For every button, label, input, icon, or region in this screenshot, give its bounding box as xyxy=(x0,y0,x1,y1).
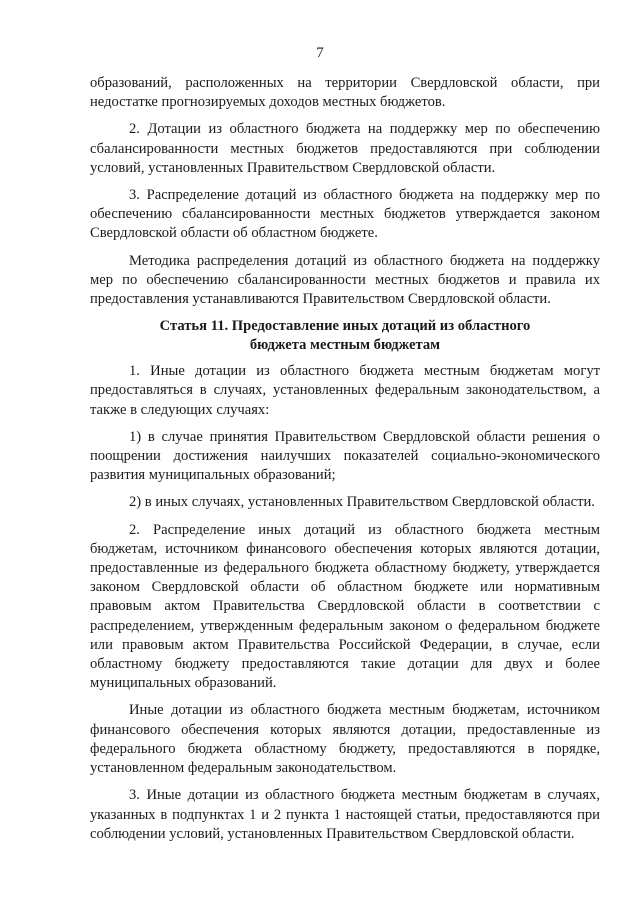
paragraph-subsidy-distribution: 3. Распределение дотаций из областного бюджета на поддержку мер по обеспечению сбалансированности местных бюджетов утверждается законом Свердловской области об областном бюджете. xyxy=(90,187,600,242)
article-heading-line-1: Статья 11. Предоставление иных дотаций из областного xyxy=(159,318,531,335)
paragraph-other-subsidies: Иные дотации из областного бюджета местным бюджетам, источником финансового обеспечения которых являются дотации, предоставленные из федерального бюджета областному бюджету, предоставляются в порядке, установленном федеральным законодательством. xyxy=(90,702,600,777)
paragraph-clause-3: 3. Иные дотации из областного бюджета местным бюджетам в случаях, указанных в подпунктах 1 и 2 пункта 1 настоящей статьи, предоставляются при соблюдении условий, установленных Правительством Свердловской области. xyxy=(90,787,600,842)
paragraph-clause-2: 2. Распределение иных дотаций из областного бюджета местным бюджетам, источником финансового обеспечения которых являются дотации, предоставленные из федерального бюджета областному бюджету, утверждается законом Свердловской области об областном бюджете или нормативным правовым актом Правительства Свердловской области в соответствии с распределением, утвержденным федеральным законом о федеральном бюджете или правовым актом Правительства Российской Федерации, в случае, если областному бюджету предоставляются такие дотации для двух и более муниципальных образований. xyxy=(90,521,600,692)
paragraph-subclause-1: 1) в случае принятия Правительством Свердловской области решения о поощрении достижения наилучших показателей социально-экономического развития муниципальных образований; xyxy=(90,428,600,484)
paragraph-subsidy-conditions: 2. Дотации из областного бюджета на поддержку мер по обеспечению сбалансированности местных бюджетов предоставляются при соблюдении условий, установленных Правительством Свердловской области. xyxy=(90,121,600,176)
paragraph-clause-1: 1. Иные дотации из областного бюджета местным бюджетам могут предоставляться в случаях, установленных федеральным законодательством, а также в следующих случаях: xyxy=(90,363,600,418)
paragraph-methodology: Методика распределения дотаций из областного бюджета на поддержку мер по обеспечению сбалансированности местных бюджетов и правила их предоставления устанавливаются Правительством Свердловской области. xyxy=(90,252,600,308)
paragraph-subclause-2: 2) в иных случаях, установленных Правительством Свердловской области. xyxy=(129,494,595,511)
article-11-heading xyxy=(90,317,600,354)
page-number: 7 xyxy=(316,45,324,61)
document-body xyxy=(90,74,600,852)
article-heading-line-2: бюджета местным бюджетам xyxy=(249,336,441,353)
paragraph-continuation: образований, расположенных на территории Свердловской области, при недостатке прогнозируемых доходов местных бюджетов. xyxy=(90,75,600,111)
